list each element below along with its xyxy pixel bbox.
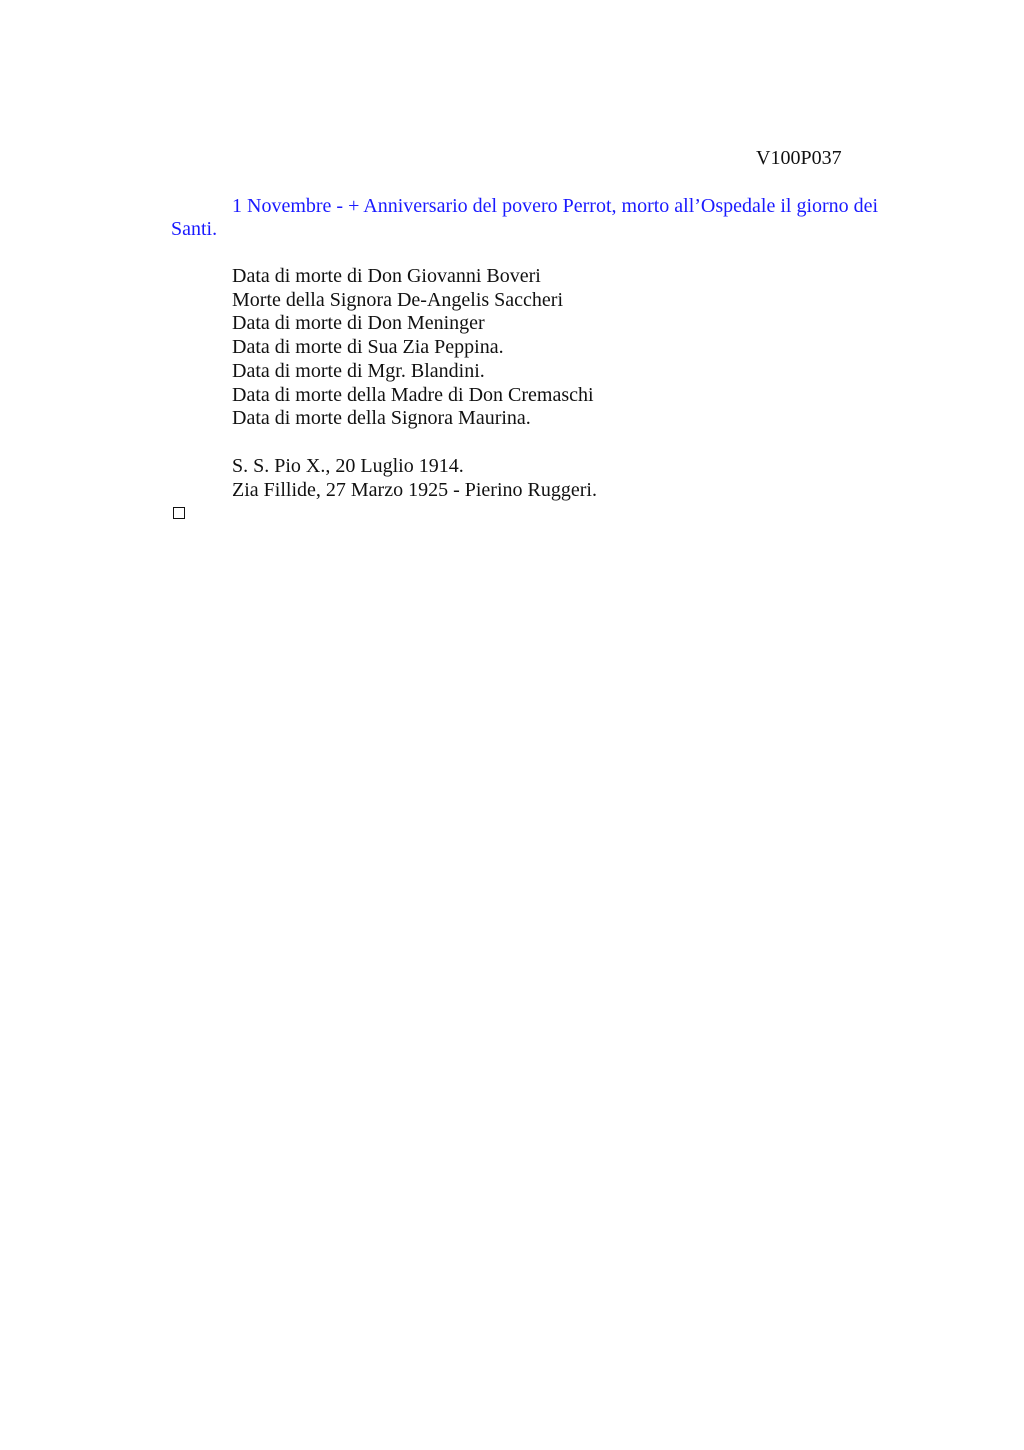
empty-square-checkbox-icon[interactable] (173, 507, 185, 519)
list-item: Data di morte di Don Giovanni Boveri (232, 265, 541, 287)
list-item: Data di morte di Mgr. Blandini. (232, 359, 485, 382)
list-item: Data di morte della Signora Maurina. (232, 407, 531, 430)
list-item: Data di morte di Don Meninger (232, 312, 485, 335)
list-item: Zia Fillide, 27 Marzo 1925 - Pierino Ruggeri. (232, 478, 597, 501)
list-item: Data di morte della Madre di Don Cremaschi (232, 383, 594, 406)
page-code: V100P037 (756, 147, 842, 169)
list-item: S. S. Pio X., 20 Luglio 1914. (232, 455, 464, 477)
intro-paragraph: 1 Novembre - + Anniversario del povero Perrot, morto all’Ospedale il giorno dei Santi. (171, 195, 879, 240)
death-dates-list (232, 265, 594, 431)
list-item: Data di morte di Sua Zia Peppina. (232, 336, 504, 359)
list-item: Morte della Signora De-Angelis Saccheri (232, 288, 564, 311)
notes-list (232, 455, 597, 502)
